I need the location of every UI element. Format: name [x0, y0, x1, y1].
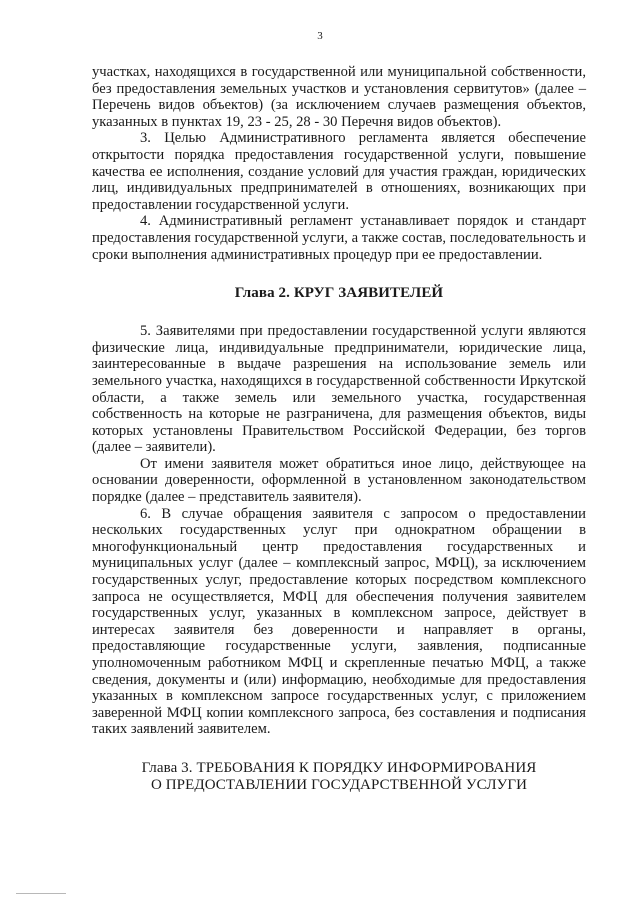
footer-divider	[16, 893, 66, 896]
paragraph-5: 5. Заявителями при предоставлении государственной услуги являются физические лица, индивидуальные предприниматели, юридические лица, заинтересованные в выдаче разрешения на использование земель или земельного участка, находящихся в государственной собственности Иркутской области, а также земель или земельного участка, государственная собственность на которые не разграничена, для размещения объектов, виды которых установлены Правительством Российской Федерации, без торгов (далее – заявители).	[92, 323, 586, 456]
chapter-3-title-line-2: О ПРЕДОСТАВЛЕНИИ ГОСУДАРСТВЕННОЙ УСЛУГИ	[150, 776, 528, 793]
paragraph-representative: От имени заявителя может обратиться иное лицо, действующее на основании доверенности, оформленной в установленном законодательством порядке (далее – представитель заявителя).	[92, 455, 586, 506]
document-body	[92, 64, 586, 794]
paragraph-3: 3. Целью Административного регламента является обеспечение открытости порядка предоставления государственной услуги, повышение качества ее исполнения, создание условий для участия граждан, юридических лиц, индивидуальных предпринимателей в отношениях, возникающих при предоставлении государственной услуги.	[92, 130, 586, 213]
page-number: 3	[317, 30, 323, 42]
paragraph-4: 4. Административный регламент устанавливает порядок и стандарт предоставления государственной услуги, а также состав, последовательность и сроки выполнения административных процедур при ее предоставлении.	[92, 213, 586, 263]
paragraph-6: 6. В случае обращения заявителя с запросом о предоставлении нескольких государственных услуг при однократном обращении в многофункциональный центр предоставления государственных и муниципальных услуг (далее – комплексный запрос, МФЦ), за исключением государственных услуг, предоставление которых посредством комплексного запроса не осуществляется, МФЦ для обеспечения получения заявителем государственных услуг, указанных в комплексном запросе, действует в интересах заявителя без доверенности и направляет в органы, предоставляющие государственные услуги, заявления, подписанные уполномоченным работником МФЦ и скрепленные печатью МФЦ, а также сведения, документы и (или) информацию, необходимые для предоставления указанных в комплексном запросе государственных услуг, с приложением заверенной МФЦ копии комплексного запроса, без составления и подписания таких заявлений заявителем.	[92, 505, 586, 738]
chapter-3-title-line-1: Глава 3. ТРЕБОВАНИЯ К ПОРЯДКУ ИНФОРМИРОВАНИЯ	[141, 759, 537, 776]
paragraph-continuation: участках, находящихся в государственной или муниципальной собственности, без предоставления земельных участков и установления сервитутов» (далее – Перечень видов объектов) (за исключением случаев размещения объектов, указанных в пунктах 19, 23 - 25, 28 - 30 Перечня видов объектов).	[92, 64, 586, 130]
chapter-3-title	[92, 760, 586, 794]
chapter-2-title: Глава 2. КРУГ ЗАЯВИТЕЛЕЙ	[234, 285, 444, 302]
